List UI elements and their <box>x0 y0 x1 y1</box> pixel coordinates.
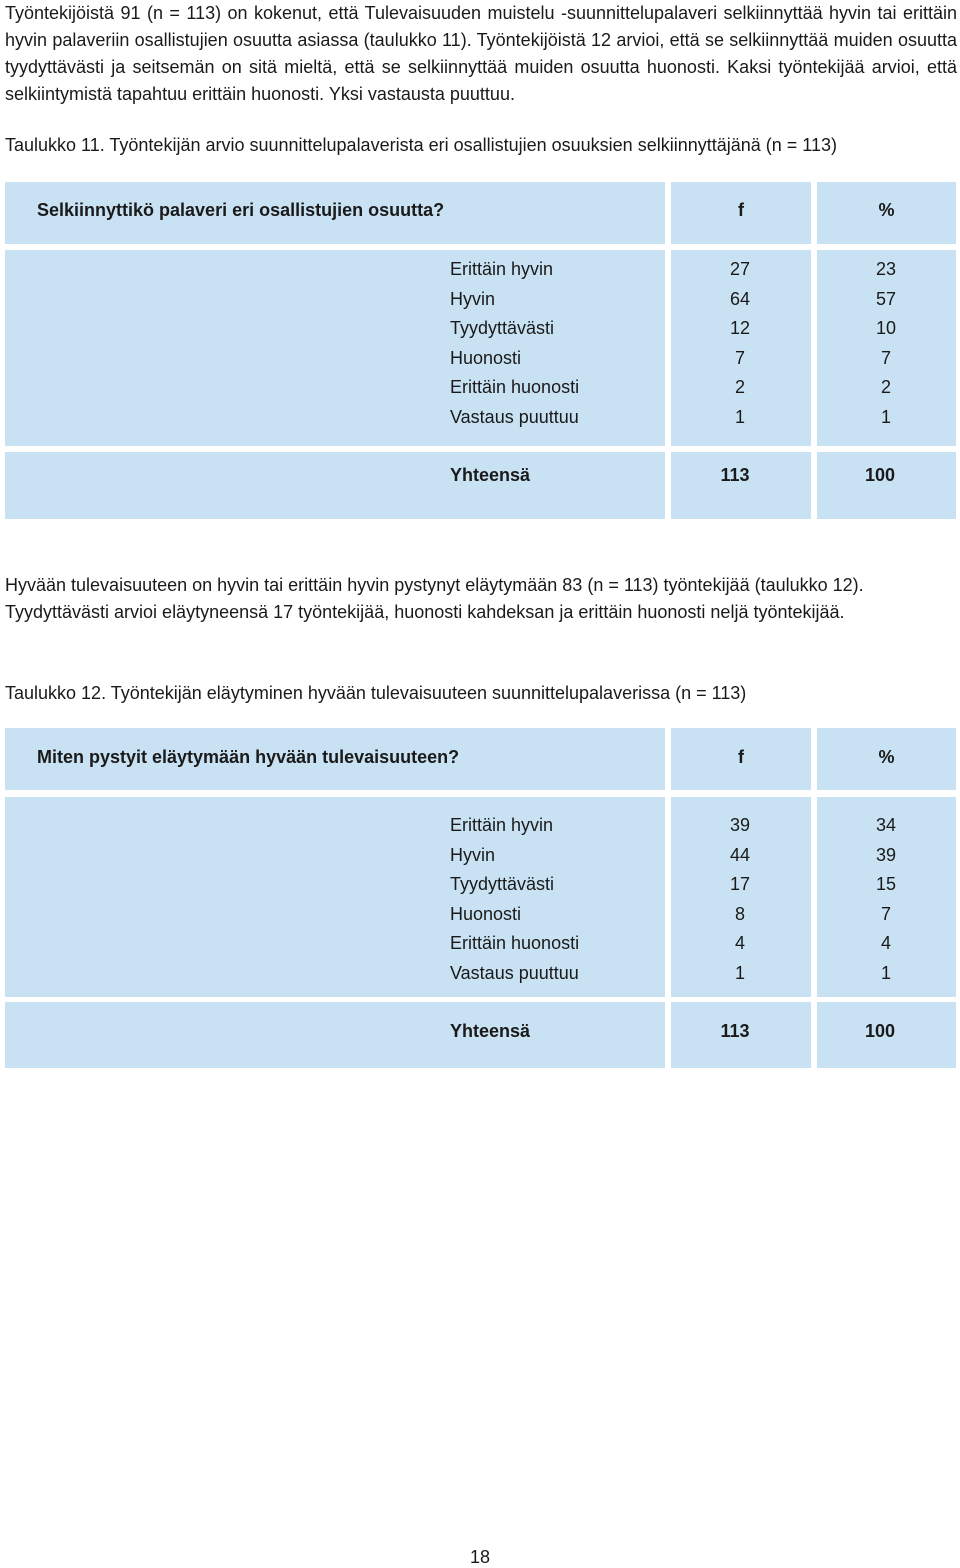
page-number: 18 <box>469 1547 491 1567</box>
table-row-f: 8 <box>734 903 745 924</box>
table-11-header-f-cell <box>671 182 811 244</box>
table-12-body-pct-cell <box>817 797 956 997</box>
table-12-total-f: 113 <box>720 1021 750 1041</box>
table-row-label: Hyvin <box>450 844 496 865</box>
table-12-total-pct-cell <box>817 1002 956 1068</box>
table-12-question: Miten pystyit eläytymään hyvään tulevaisuuteen? <box>37 747 460 767</box>
table-11-caption: Taulukko 11. Työntekijän arvio suunnittelupalaverista eri osallistujien osuuksien selkiinnyttäjänä (n = 113) <box>5 135 837 155</box>
table-11-f-values <box>715 255 765 432</box>
table-row-f: 39 <box>729 815 751 835</box>
table-11-header-question-cell <box>5 182 665 244</box>
table-row-pct: 57 <box>875 288 897 309</box>
table-11-total-f: 113 <box>720 465 750 485</box>
table-12-col-f: f <box>738 747 744 767</box>
table-11-question: Selkiinnyttikö palaveri eri osallistujien osuutta? <box>37 200 445 220</box>
table-row-label: Tyydyttävästi <box>450 318 555 338</box>
table-row-f: 7 <box>734 347 745 368</box>
table-12-labels <box>450 811 579 988</box>
table-12-header-f-cell <box>671 728 811 790</box>
table-12-body-label-cell <box>5 797 665 997</box>
table-12-total-label-cell <box>5 1002 665 1068</box>
table-row-label: Huonosti <box>450 903 522 924</box>
paragraph-intro: Työntekijöistä 91 (n = 113) on kokenut, että Tulevaisuuden muistelu -suunnittelupalaveri selkiinnyttää hyvin tai erittäin hyvin palaveriin osallistujien osuutta asiassa (taulukko 11). Työntekijöistä 12 arvioi, että se selkiinnyttää muiden osuutta tyydyttävästi ja seitsemän on sitä mieltä, että se selkiinnyttää muiden osuutta huonosti. Kaksi työntekijää arvioi, että selkiintymistä tapahtuu erittäin huonosti. Yksi vastausta puuttuu. <box>5 3 957 104</box>
table-11-total-f-cell <box>671 452 811 519</box>
table-11-pct-values <box>861 255 911 432</box>
table-12-header-question-cell <box>5 728 665 790</box>
table-11-header-pct-cell <box>817 182 956 244</box>
table-12-caption: Taulukko 12. Työntekijän eläytyminen hyvään tulevaisuuteen suunnittelupalaverissa (n = 113) <box>5 683 747 703</box>
paragraph-empathy: Hyvään tulevaisuuteen on hyvin tai erittäin hyvin pystynyt eläytymään 83 (n = 113) työntekijää (taulukko 12). Tyydyttävästi arvioi eläytyneensä 17 työntekijää, huonosti kahdeksan ja erittäin huonosti neljä työntekijää. <box>5 575 864 622</box>
table-11-total-label-cell <box>5 452 665 519</box>
table-12-total-label: Yhteensä <box>450 1021 531 1041</box>
table-row-label: Huonosti <box>450 347 522 368</box>
table-row-label: Erittäin hyvin <box>450 815 554 835</box>
table-row-pct: 7 <box>880 347 891 368</box>
table-11-total-pct-cell <box>817 452 956 519</box>
table-row-f: 12 <box>729 318 751 338</box>
table-row-label: Erittäin huonosti <box>450 377 580 397</box>
table-row-pct: 4 <box>880 933 891 953</box>
table-12-pct-values <box>861 811 911 988</box>
table-row-f: 64 <box>729 288 751 309</box>
table-11-col-f: f <box>738 200 744 220</box>
table-row-f: 1 <box>734 406 745 427</box>
table-row-pct: 10 <box>875 318 897 338</box>
table-row-pct: 34 <box>875 815 897 835</box>
table-11-total-pct: 100 <box>864 465 896 485</box>
table-row-pct: 15 <box>875 874 897 894</box>
table-row-f: 4 <box>734 933 745 953</box>
table-11-total-label: Yhteensä <box>450 465 531 485</box>
table-11-labels <box>450 255 579 432</box>
table-row-pct: 1 <box>880 406 891 427</box>
table-row-f: 2 <box>734 377 745 397</box>
table-11-col-pct: % <box>878 200 895 220</box>
table-row-f: 1 <box>734 962 745 983</box>
table-row-f: 27 <box>729 259 751 279</box>
table-row-label: Vastaus puuttuu <box>450 962 579 983</box>
table-row-pct: 39 <box>875 844 897 865</box>
table-row-label: Hyvin <box>450 288 496 309</box>
table-row-pct: 1 <box>880 962 891 983</box>
table-12-header-pct-cell <box>817 728 956 790</box>
table-11-body-label-cell <box>5 250 665 446</box>
table-row-f: 44 <box>729 844 751 865</box>
table-row-f: 17 <box>729 874 751 894</box>
table-row-pct: 7 <box>880 903 891 924</box>
table-12-total-f-cell <box>671 1002 811 1068</box>
table-row-pct: 2 <box>880 377 891 397</box>
table-row-label: Tyydyttävästi <box>450 874 555 894</box>
table-row-label: Erittäin hyvin <box>450 259 554 279</box>
table-row-pct: 23 <box>875 259 897 279</box>
table-row-label: Vastaus puuttuu <box>450 406 579 427</box>
table-12-total-pct: 100 <box>864 1021 896 1041</box>
table-12-body-f-cell <box>671 797 811 997</box>
table-11-body-pct-cell <box>817 250 956 446</box>
table-11-body-f-cell <box>671 250 811 446</box>
table-row-label: Erittäin huonosti <box>450 933 580 953</box>
table-12-col-pct: % <box>878 747 895 767</box>
table-12-f-values <box>715 811 765 988</box>
